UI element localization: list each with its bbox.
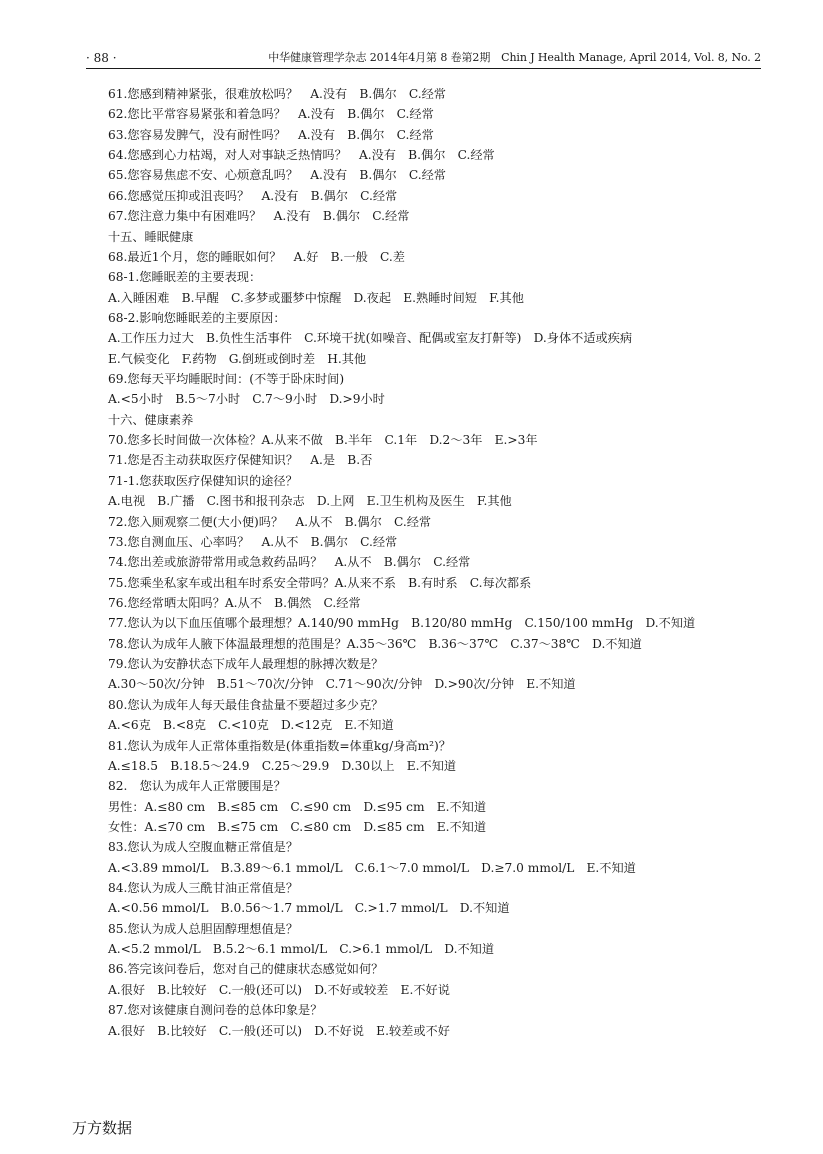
- text-line: A.30～50次/分钟 B.51～70次/分钟 C.71～90次/分钟 D.>90次/分钟 E.不知道: [108, 677, 576, 692]
- text-line: 67.您注意力集中有困难吗？ A.没有 B.偶尔 C.经常: [108, 209, 410, 224]
- text-line: A.≤18.5 B.18.5～24.9 C.25～29.9 D.30以上 E.不知道: [108, 758, 457, 773]
- text-line: 十五、睡眠健康: [108, 229, 194, 244]
- header-rule: [86, 68, 761, 69]
- text-line: 83.您认为成人空腹血糖正常值是？: [108, 840, 299, 855]
- text-line: 69.您每天平均睡眠时间：(不等于卧床时间): [108, 372, 345, 387]
- text-line: A.很好 B.比较好 C.一般(还可以) D.不好说 E.较差或不好: [108, 1023, 450, 1038]
- wanfang-watermark: 万方数据: [72, 1119, 133, 1137]
- text-line: A.工作压力过大 B.负性生活事件 C.环境干扰(如噪音、配偶或室友打鼾等) D.身体不适或疾病: [108, 331, 633, 346]
- text-line: 63.您容易发脾气，没有耐性吗？ A.没有 B.偶尔 C.经常: [108, 127, 434, 142]
- text-line: 84.您认为成人三酰甘油正常值是？: [108, 881, 299, 896]
- page-number: · 88 ·: [86, 51, 117, 65]
- text-line: A.电视 B.广播 C.图书和报刊杂志 D.上网 E.卫生机构及医生 F.其他: [108, 494, 512, 509]
- text-line: 61.您感到精神紧张，很难放松吗？ A.没有 B.偶尔 C.经常: [108, 87, 446, 101]
- text-line: 72.您入厕观察二便(大小便)吗？ A.从不 B.偶尔 C.经常: [108, 514, 432, 529]
- text-line: 71-1.您获取医疗保健知识的途径？: [108, 473, 298, 488]
- text-line: 十六、健康素养: [108, 412, 194, 427]
- text-line: 71.您是否主动获取医疗保健知识？ A.是 B.否: [108, 453, 373, 468]
- text-line: 女性：A.≤70 cm B.≤75 cm C.≤80 cm D.≤85 cm E.不知道: [108, 819, 487, 834]
- text-line: 68.最近1个月，您的睡眠如何？ A.好 B.一般 C.差: [108, 249, 405, 264]
- text-line: 73.您自测血压、心率吗？ A.从不 B.偶尔 C.经常: [108, 534, 398, 549]
- text-line: A.<3.89 mmol/L B.3.89～6.1 mmol/L C.6.1～7.0 mmol/L D.≥7.0 mmol/L E.不知道: [108, 860, 636, 875]
- text-line: 62.您比平常容易紧张和着急吗？ A.没有 B.偶尔 C.经常: [108, 107, 434, 122]
- text-line: 77.您认为以下血压值哪个最理想？A.140/90 mmHg B.120/80 mmHg C.150/100 mmHg D.不知道: [108, 616, 696, 631]
- text-line: 70.您多长时间做一次体检？A.从来不做 B.半年 C.1年 D.2～3年 E.>3年: [108, 433, 538, 448]
- text-line: 86.答完该问卷后，您对自己的健康状态感觉如何？: [108, 962, 384, 977]
- text-line: A.很好 B.比较好 C.一般(还可以) D.不好或较差 E.不好说: [108, 982, 450, 997]
- page-header: [0, 0, 823, 70]
- text-line: 81.您认为成年人正常体重指数是(体重指数=体重kg/身高m²)？: [108, 738, 451, 753]
- text-line: E.气候变化 F.药物 G.倒班或倒时差 H.其他: [108, 351, 367, 366]
- text-line: 74.您出差或旅游带常用或急救药品吗？ A.从不 B.偶尔 C.经常: [108, 555, 471, 570]
- text-line: 65.您容易焦虑不安、心烦意乱吗？ A.没有 B.偶尔 C.经常: [108, 168, 446, 183]
- text-line: 68-1.您睡眠差的主要表现：: [108, 270, 262, 285]
- text-line: 64.您感到心力枯竭，对人对事缺乏热情吗？ A.没有 B.偶尔 C.经常: [108, 148, 495, 163]
- questionnaire-body: [108, 84, 768, 1041]
- text-line: 82. 您认为成年人正常腰围是？: [108, 779, 286, 794]
- text-line: 75.您乘坐私家车或出租车时系安全带吗？A.从来不系 B.有时系 C.每次都系: [108, 575, 532, 590]
- text-line: A.<5小时 B.5～7小时 C.7～9小时 D.>9小时: [108, 392, 385, 407]
- text-line: A.<0.56 mmol/L B.0.56～1.7 mmol/L C.>1.7 mmol/L D.不知道: [108, 901, 510, 916]
- text-line: 87.您对该健康自测问卷的总体印象是？: [108, 1003, 323, 1018]
- text-line: 66.您感觉压抑或沮丧吗？ A.没有 B.偶尔 C.经常: [108, 188, 398, 203]
- text-line: 76.您经常晒太阳吗？A.从不 B.偶然 C.经常: [108, 595, 361, 610]
- text-line: 男性：A.≤80 cm B.≤85 cm C.≤90 cm D.≤95 cm E.不知道: [108, 799, 487, 814]
- text-line: 78.您认为成年人腋下体温最理想的范围是？A.35～36℃ B.36～37℃ C.37～38℃ D.不知道: [108, 636, 642, 651]
- text-line: 85.您认为成人总胆固醇理想值是？: [108, 921, 299, 936]
- text-line: A.<6克 B.<8克 C.<10克 D.<12克 E.不知道: [108, 718, 394, 733]
- text-line: 68-2.影响您睡眠差的主要原因：: [108, 310, 286, 325]
- text-line: 79.您认为安静状态下成年人最理想的脉搏次数是？: [108, 657, 384, 672]
- text-line: A.<5.2 mmol/L B.5.2～6.1 mmol/L C.>6.1 mmol/L D.不知道: [108, 942, 495, 957]
- text-line: 80.您认为成年人每天最佳食盐量不要超过多少克？: [108, 697, 384, 712]
- text-line: A.入睡困难 B.早醒 C.多梦或噩梦中惊醒 D.夜起 E.熟睡时间短 F.其他: [108, 290, 524, 305]
- journal-running-head: 中华健康管理学杂志 2014年4月第 8 卷第2期 Chin J Health Manage, April 2014, Vol. 8, No. 2: [268, 51, 761, 64]
